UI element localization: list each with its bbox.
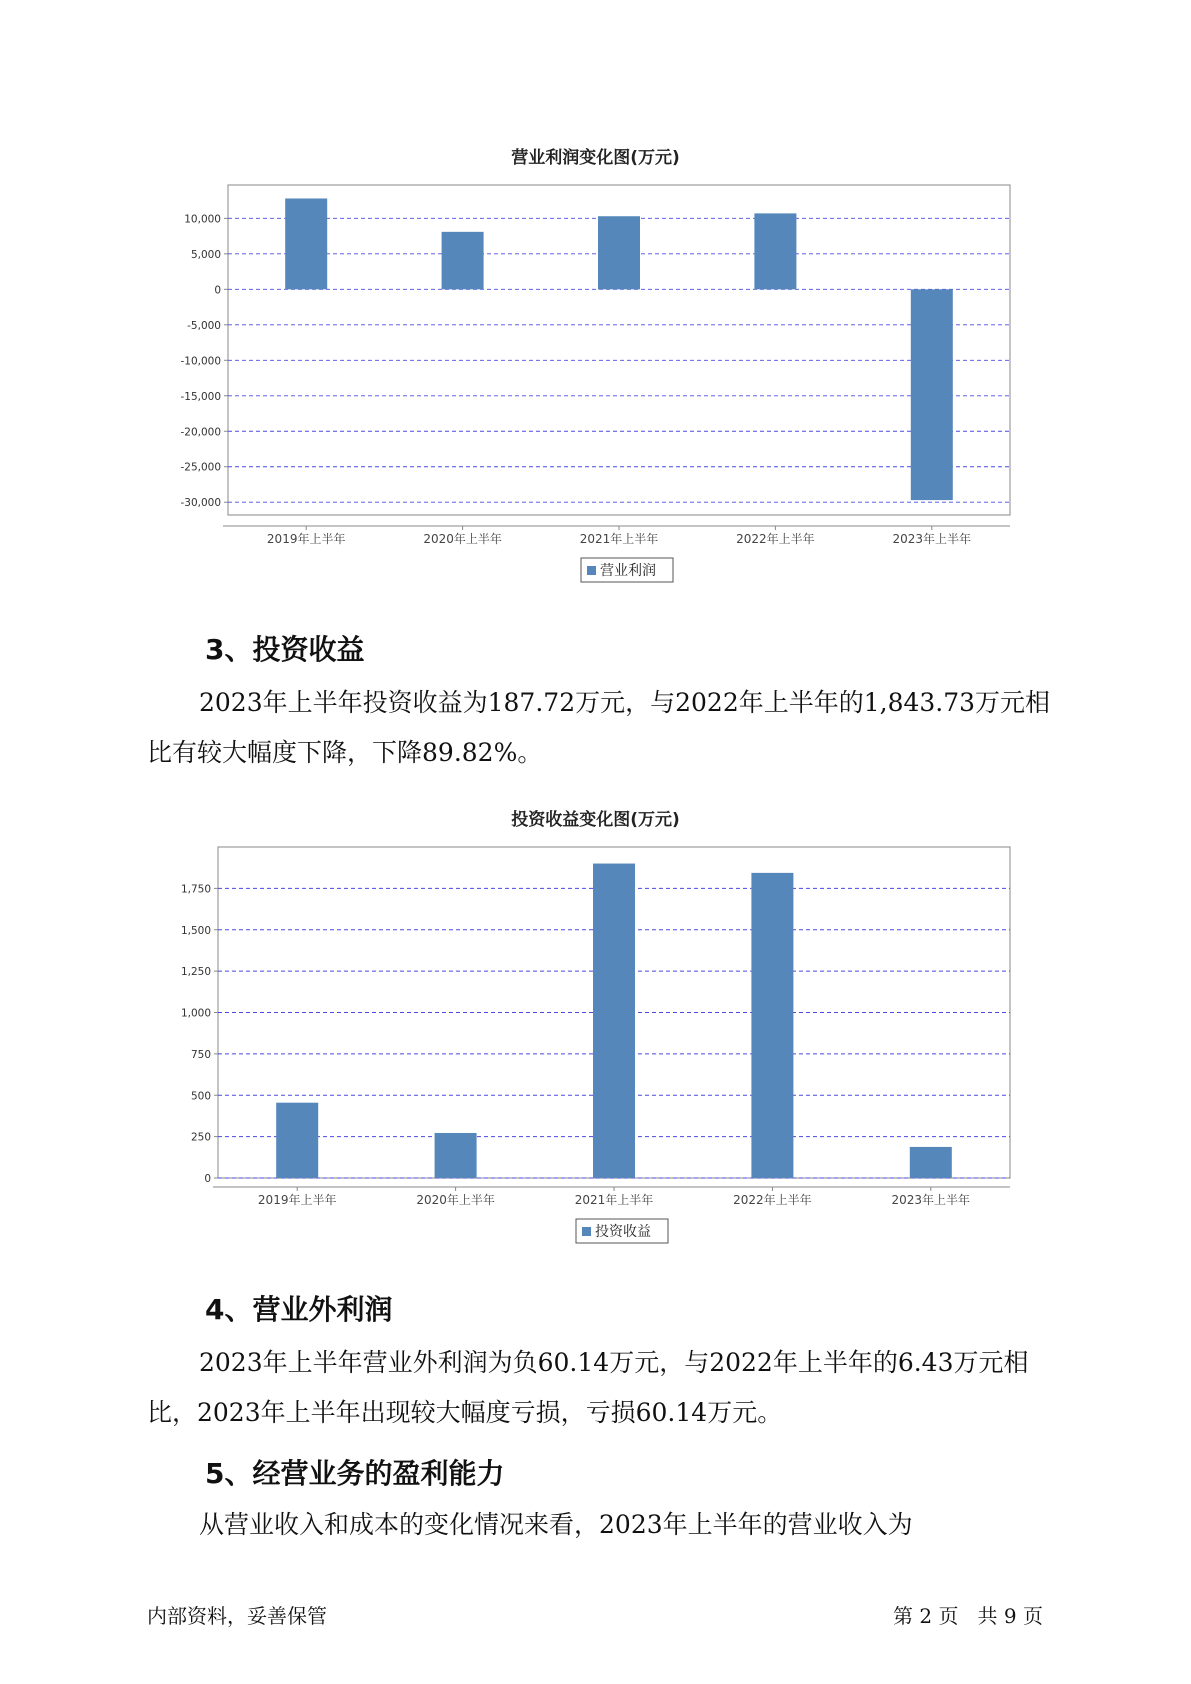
section-5-paragraph: 从营业收入和成本的变化情况来看，2023年上半年的营业收入为 [199, 1510, 913, 1539]
section-3-heading: 3、投资收益 [205, 633, 365, 666]
bar [593, 864, 635, 1178]
y-tick-label: 0 [204, 1173, 211, 1185]
y-tick-label: 1,500 [180, 924, 211, 937]
y-tick-label: 1,250 [180, 966, 211, 979]
x-tick-label: 2022年上半年 [733, 1193, 812, 1207]
y-tick-label: 10,000 [184, 213, 221, 226]
footer-confidential: 内部资料，妥善保管 [147, 1604, 327, 1628]
y-tick-label: 1,000 [180, 1007, 211, 1020]
footer-page-number: 第 2 页 共 9 页 [893, 1604, 1043, 1628]
y-tick-label: 250 [190, 1131, 211, 1144]
bar [435, 1133, 477, 1178]
y-tick-label: 1,750 [180, 883, 211, 896]
bar [751, 873, 793, 1178]
bar [598, 216, 640, 289]
x-tick-label: 2022年上半年 [736, 532, 815, 546]
operating-profit-chart [0, 170, 1191, 600]
x-tick-label: 2019年上半年 [266, 532, 346, 546]
chart1-title: 营业利润变化图(万元) [511, 148, 680, 168]
investment-income-chart [0, 835, 1191, 1245]
legend-swatch [587, 566, 596, 575]
bar [442, 232, 484, 289]
bar [910, 1147, 952, 1178]
y-tick-label: 500 [190, 1090, 211, 1103]
chart2-title: 投资收益变化图(万元) [511, 810, 680, 830]
y-tick-label: 0 [214, 284, 221, 297]
bar [754, 213, 796, 289]
bar [276, 1103, 318, 1178]
legend-swatch [582, 1227, 591, 1236]
x-tick-label: 2019年上半年 [257, 1193, 337, 1207]
y-tick-label: -5,000 [187, 319, 221, 332]
section-4-heading: 4、营业外利润 [205, 1293, 393, 1326]
section-4-paragraph: 2023年上半年营业外利润为负60.14万元，与2022年上半年的6.43万元相比，2023年上半年出现较大幅度亏损，亏损60.14万元。 [147, 1348, 1029, 1427]
x-tick-label: 2021年上半年 [574, 1193, 654, 1207]
y-tick-label: 750 [190, 1048, 211, 1061]
y-tick-label: -25,000 [180, 461, 221, 474]
y-tick-label: -20,000 [180, 426, 221, 439]
x-tick-label: 2023年上半年 [891, 1193, 971, 1207]
y-tick-label: -15,000 [180, 390, 221, 403]
section-5-heading: 5、经营业务的盈利能力 [205, 1457, 505, 1490]
x-tick-label: 2023年上半年 [892, 532, 972, 546]
section-3-paragraph: 2023年上半年投资收益为187.72万元，与2022年上半年的1,843.73万元相比有较大幅度下降，下降89.82%。 [147, 688, 1051, 767]
legend-label: 投资收益 [595, 1224, 651, 1240]
y-tick-label: 5,000 [190, 248, 221, 261]
bar [285, 198, 327, 289]
y-tick-label: -30,000 [180, 497, 221, 510]
x-tick-label: 2021年上半年 [579, 532, 659, 546]
y-tick-label: -10,000 [180, 355, 221, 368]
bar [911, 289, 953, 500]
x-tick-label: 2020年上半年 [423, 532, 502, 546]
x-tick-label: 2020年上半年 [416, 1193, 495, 1207]
legend-label: 营业利润 [600, 563, 656, 579]
